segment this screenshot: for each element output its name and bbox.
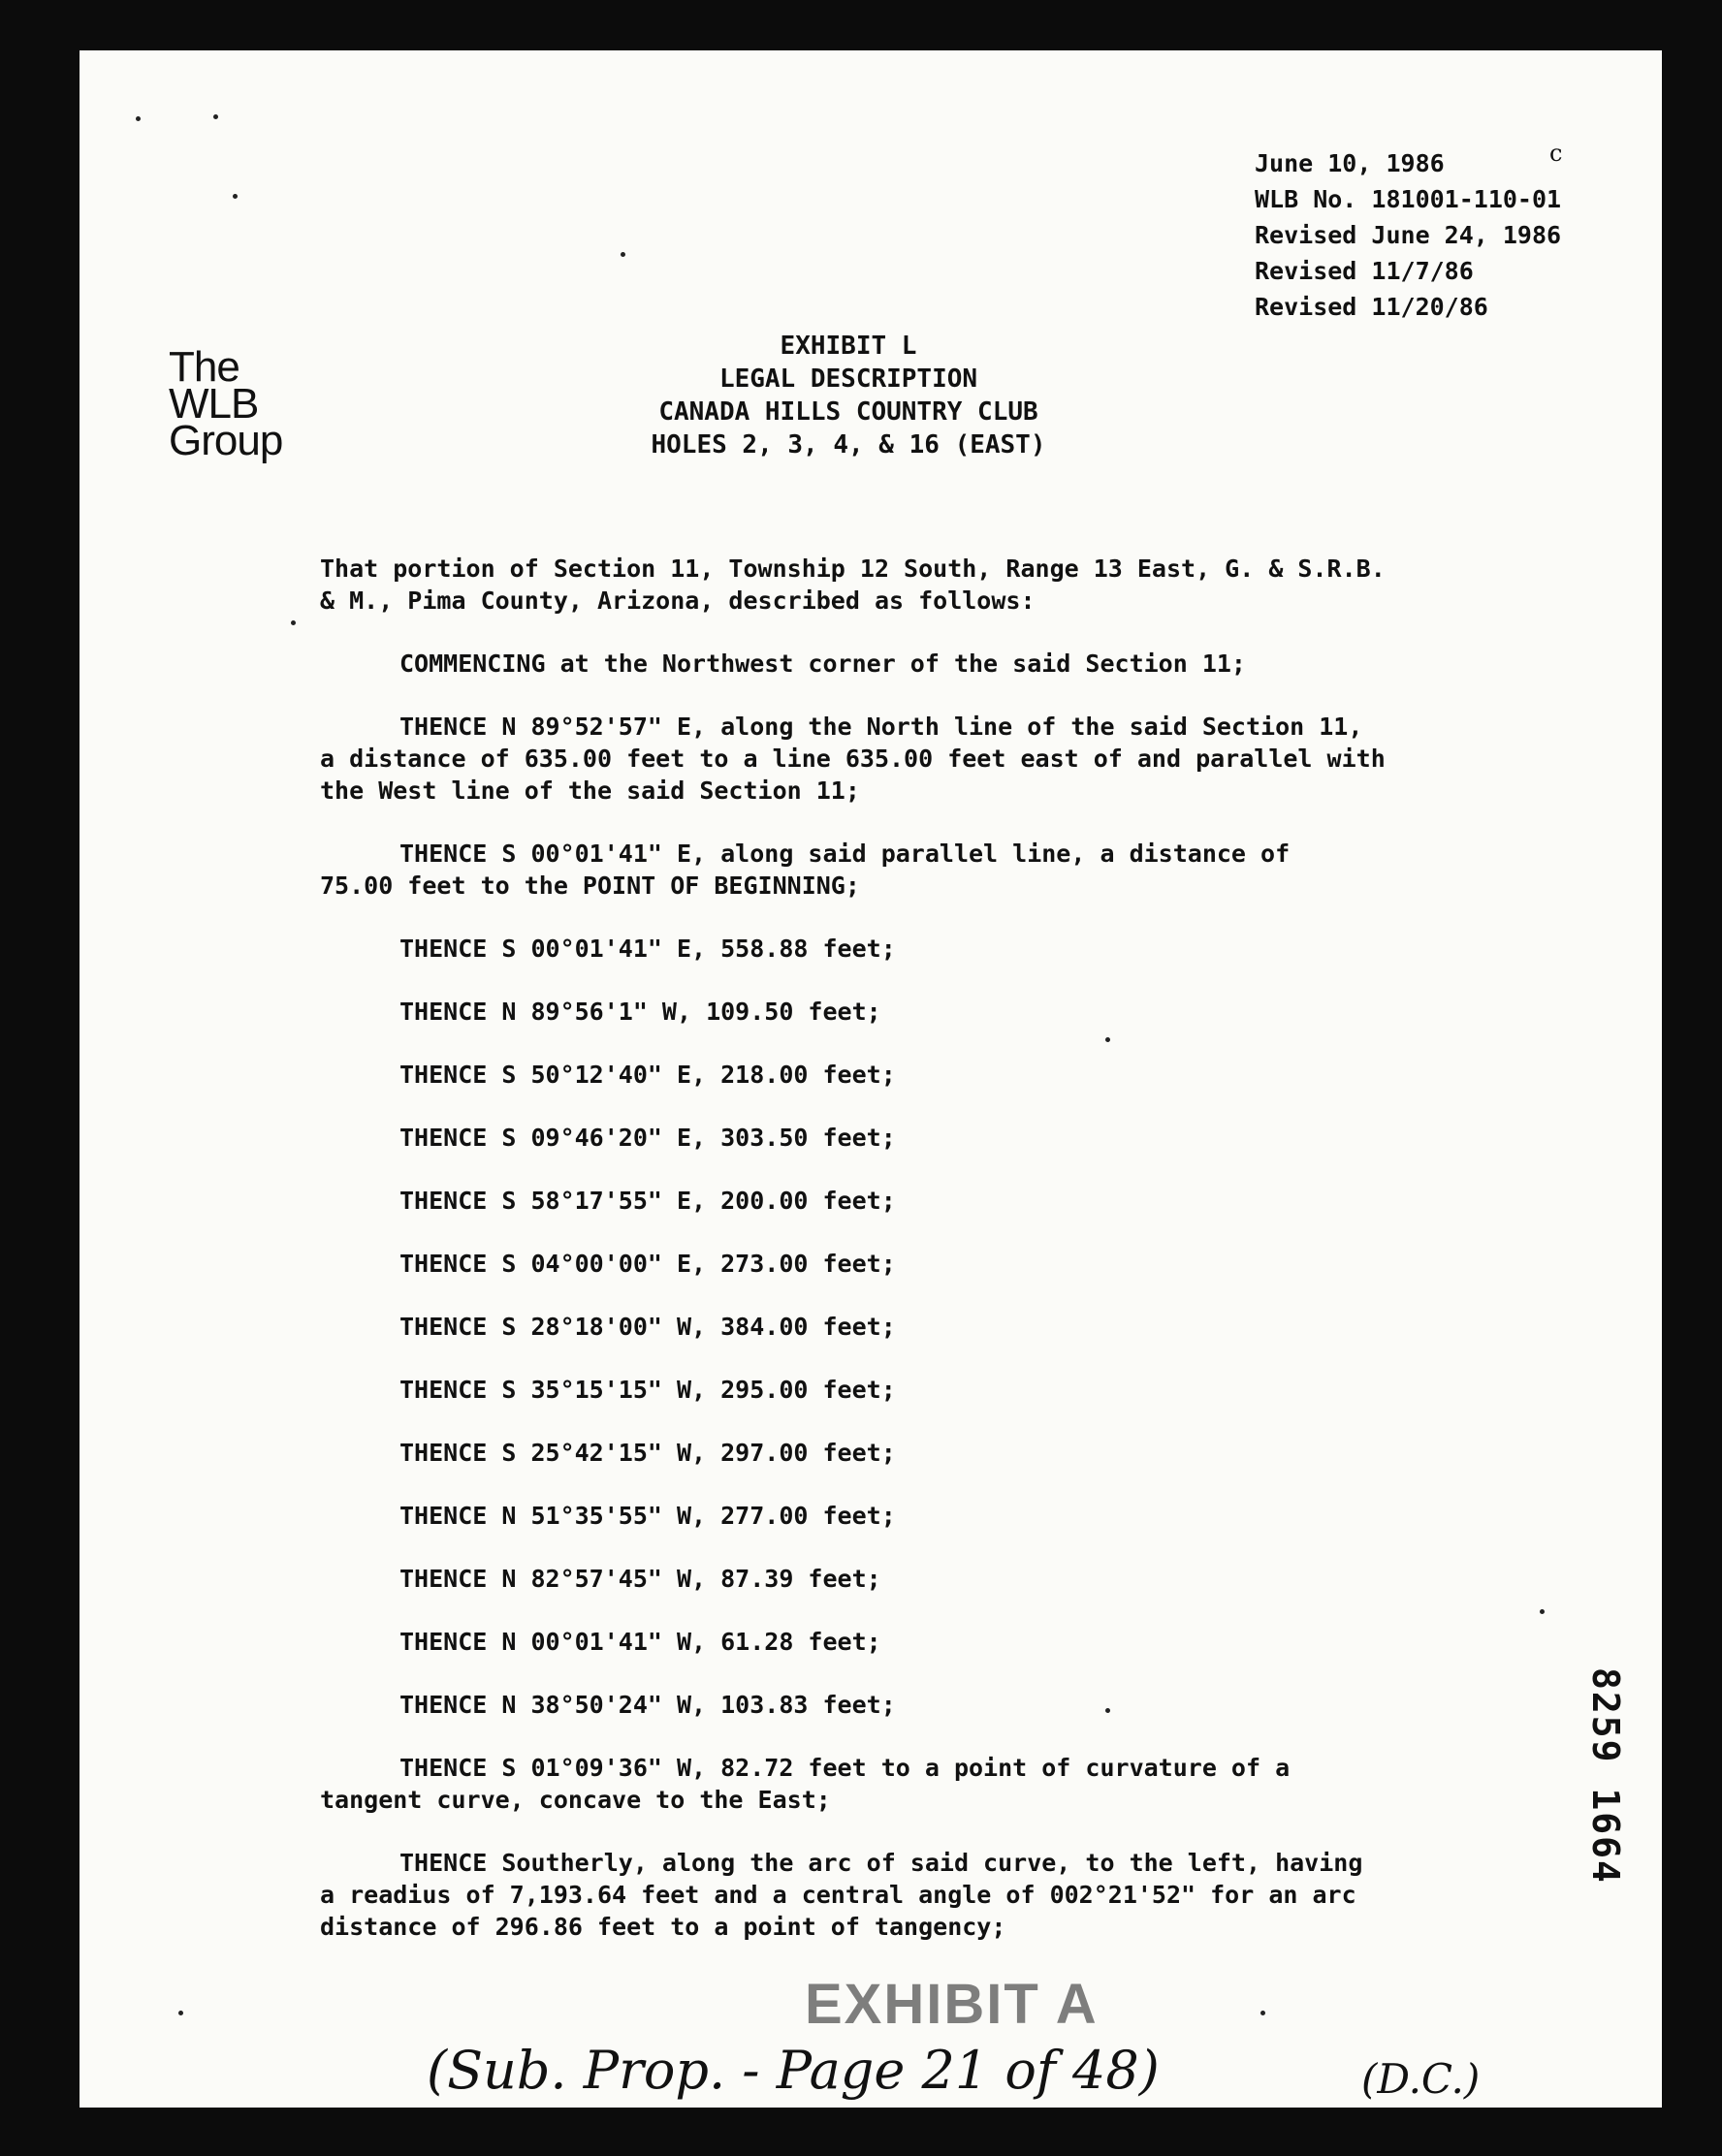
- holes-subtitle: HOLES 2, 3, 4, & 16 (EAST): [651, 430, 1046, 460]
- thence-paragraph-line: a distance of 635.00 feet to a line 635.00 feet east of and parallel with: [320, 745, 1386, 773]
- course-line: THENCE S 04°00'00" E, 273.00 feet;: [399, 1250, 896, 1278]
- curve-paragraph-line: tangent curve, concave to the East;: [320, 1786, 831, 1814]
- handwritten-page-note: (Sub. Prop. - Page 21 of 48): [427, 2040, 1160, 2101]
- exhibit-title: EXHIBIT L: [780, 332, 917, 361]
- scan-speck: [1540, 1609, 1545, 1614]
- course-line: THENCE S 35°15'15" W, 295.00 feet;: [399, 1376, 896, 1404]
- course-line: THENCE N 38°50'24" W, 103.83 feet;: [399, 1691, 896, 1719]
- title-block: [543, 330, 1154, 461]
- intro-line: & M., Pima County, Arizona, described as follows:: [320, 587, 1036, 615]
- thence-paragraph-line: THENCE S 00°01'41" E, along said parallel line, a distance of: [399, 840, 1291, 868]
- exhibit-stamp: EXHIBIT A: [805, 1973, 1099, 2036]
- property-name: CANADA HILLS COUNTRY CLUB: [658, 397, 1038, 427]
- scan-speck: [1260, 2011, 1265, 2015]
- handwritten-initials: (D.C.): [1361, 2055, 1481, 2103]
- scan-speck: [1105, 1708, 1110, 1713]
- thence-paragraph-line: the West line of the said Section 11;: [320, 777, 860, 805]
- logo-line: WLB: [169, 380, 259, 428]
- course-line: THENCE N 51°35'55" W, 277.00 feet;: [399, 1502, 896, 1530]
- logo-line: Group: [169, 417, 283, 464]
- recording-number: 8259 1664: [1584, 1667, 1627, 1885]
- thence-paragraph-line: 75.00 feet to the POINT OF BEGINNING;: [320, 872, 860, 900]
- company-logo: [169, 343, 283, 464]
- document-date: June 10, 1986: [1255, 149, 1445, 177]
- course-line: THENCE S 28°18'00" W, 384.00 feet;: [399, 1313, 896, 1341]
- arc-paragraph-line: a readius of 7,193.64 feet and a central angle of 002°21'52" for an arc: [320, 1881, 1356, 1909]
- document-title: LEGAL DESCRIPTION: [718, 365, 978, 394]
- arc-paragraph-line: THENCE Southerly, along the arc of said curve, to the left, having: [399, 1849, 1363, 1877]
- course-line: THENCE S 09°46'20" E, 303.50 feet;: [399, 1124, 896, 1152]
- course-line: THENCE N 82°57'45" W, 87.39 feet;: [399, 1565, 881, 1593]
- wlb-number: WLB No. 181001-110-01: [1255, 185, 1562, 213]
- scan-speck: [233, 194, 238, 199]
- arc-paragraph-line: distance of 296.86 feet to a point of tangency;: [320, 1913, 1006, 1941]
- course-line: THENCE N 00°01'41" W, 61.28 feet;: [399, 1628, 881, 1656]
- revision-date: Revised 11/7/86: [1255, 257, 1474, 285]
- revision-date: Revised June 24, 1986: [1255, 221, 1562, 249]
- commencing-paragraph: COMMENCING at the Northwest corner of the said Section 11;: [399, 650, 1246, 678]
- scan-speck: [178, 2011, 183, 2015]
- legal-description-body: [320, 553, 1483, 1943]
- course-line: THENCE S 25°42'15" W, 297.00 feet;: [399, 1439, 896, 1467]
- scan-speck: [621, 252, 625, 257]
- scan-speck: [136, 116, 141, 121]
- course-line: THENCE S 58°17'55" E, 200.00 feet;: [399, 1187, 896, 1215]
- course-line: THENCE S 50°12'40" E, 218.00 feet;: [399, 1061, 896, 1089]
- course-line: THENCE N 89°56'1" W, 109.50 feet;: [399, 998, 881, 1026]
- logo-line: The: [169, 343, 239, 391]
- revision-date: Revised 11/20/86: [1255, 293, 1488, 321]
- scan-speck: [213, 114, 218, 119]
- thence-paragraph-line: THENCE N 89°52'57" E, along the North line of the said Section 11,: [399, 713, 1363, 741]
- scan-speck: [291, 620, 296, 625]
- intro-line: That portion of Section 11, Township 12 South, Range 13 East, G. & S.R.B.: [320, 555, 1386, 583]
- curve-paragraph-line: THENCE S 01°09'36" W, 82.72 feet to a point of curvature of a: [399, 1754, 1291, 1782]
- course-line: THENCE S 00°01'41" E, 558.88 feet;: [399, 935, 896, 963]
- header-info: [1255, 145, 1561, 325]
- scan-speck: [1105, 1037, 1110, 1042]
- corner-mark: c: [1549, 140, 1563, 167]
